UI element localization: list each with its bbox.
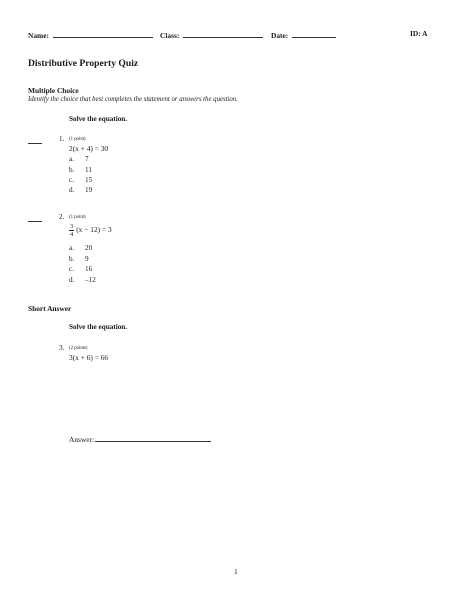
question-points-3: (2 points) [69,346,88,351]
date-blank[interactable] [292,29,336,38]
choice-text: 19 [85,186,93,194]
equation-text: (x − 12) = 3 [76,225,112,235]
choice-text: 20 [85,244,93,252]
answer-blank-2[interactable] [28,215,42,222]
class-blank[interactable] [183,29,263,38]
id-label: ID: A [410,29,428,38]
fraction [69,223,74,238]
choice-letter: c. [69,176,74,184]
class-field[interactable] [160,29,263,40]
choice-1d[interactable] [69,186,92,194]
fraction-denominator: 4 [70,231,74,238]
choice-1a[interactable] [69,155,89,163]
choice-2b[interactable] [69,255,89,263]
answer-field[interactable] [69,434,211,444]
choice-letter: c. [69,265,74,273]
sa-subheading: Solve the equation. [69,323,128,331]
question-equation-3: 3(x + 6) = 66 [69,353,109,362]
mc-subheading: Solve the equation. [69,115,128,123]
choice-letter: d. [69,186,75,194]
choice-letter: a. [69,244,74,252]
instructions: Identify the choice that best completes the statement or answers the question. [28,96,238,103]
answer-blank-1[interactable] [28,137,42,144]
name-field[interactable] [28,29,153,40]
question-number-3: 3. [59,344,65,352]
question-number-2: 2. [59,213,65,221]
multiple-choice-heading: Multiple Choice [28,86,79,95]
page-number: 1 [234,567,238,576]
choice-2a[interactable] [69,244,92,252]
date-label: Date: [271,31,289,40]
choice-2d[interactable] [69,276,96,284]
name-blank[interactable] [53,29,153,38]
question-equation-2 [69,223,112,238]
choice-letter: a. [69,155,74,163]
worksheet-header [28,29,448,41]
class-label: Class: [160,31,180,40]
date-field[interactable] [271,29,336,40]
choice-2c[interactable] [69,265,92,273]
choice-letter: b. [69,166,75,174]
choice-text: –12 [85,276,96,284]
choice-text: 11 [85,166,92,174]
fraction-numerator: 3 [70,223,74,230]
question-number-1: 1. [59,135,65,143]
answer-line[interactable] [95,434,211,442]
choice-text: 15 [85,176,93,184]
choice-text: 9 [85,255,89,263]
name-label: Name: [28,31,49,40]
question-points-1: (1 point) [69,137,86,142]
choice-text: 16 [85,265,93,273]
choice-letter: b. [69,255,75,263]
choice-1c[interactable] [69,176,92,184]
question-points-2: (1 point) [69,215,86,220]
choice-text: 7 [85,155,89,163]
short-answer-heading: Short Answer [28,304,72,313]
quiz-title: Distributive Property Quiz [28,58,139,69]
choice-letter: d. [69,276,75,284]
question-equation-1: 2(x + 4) = 30 [69,144,109,153]
answer-label: Answer: [69,435,95,444]
choice-1b[interactable] [69,166,92,174]
